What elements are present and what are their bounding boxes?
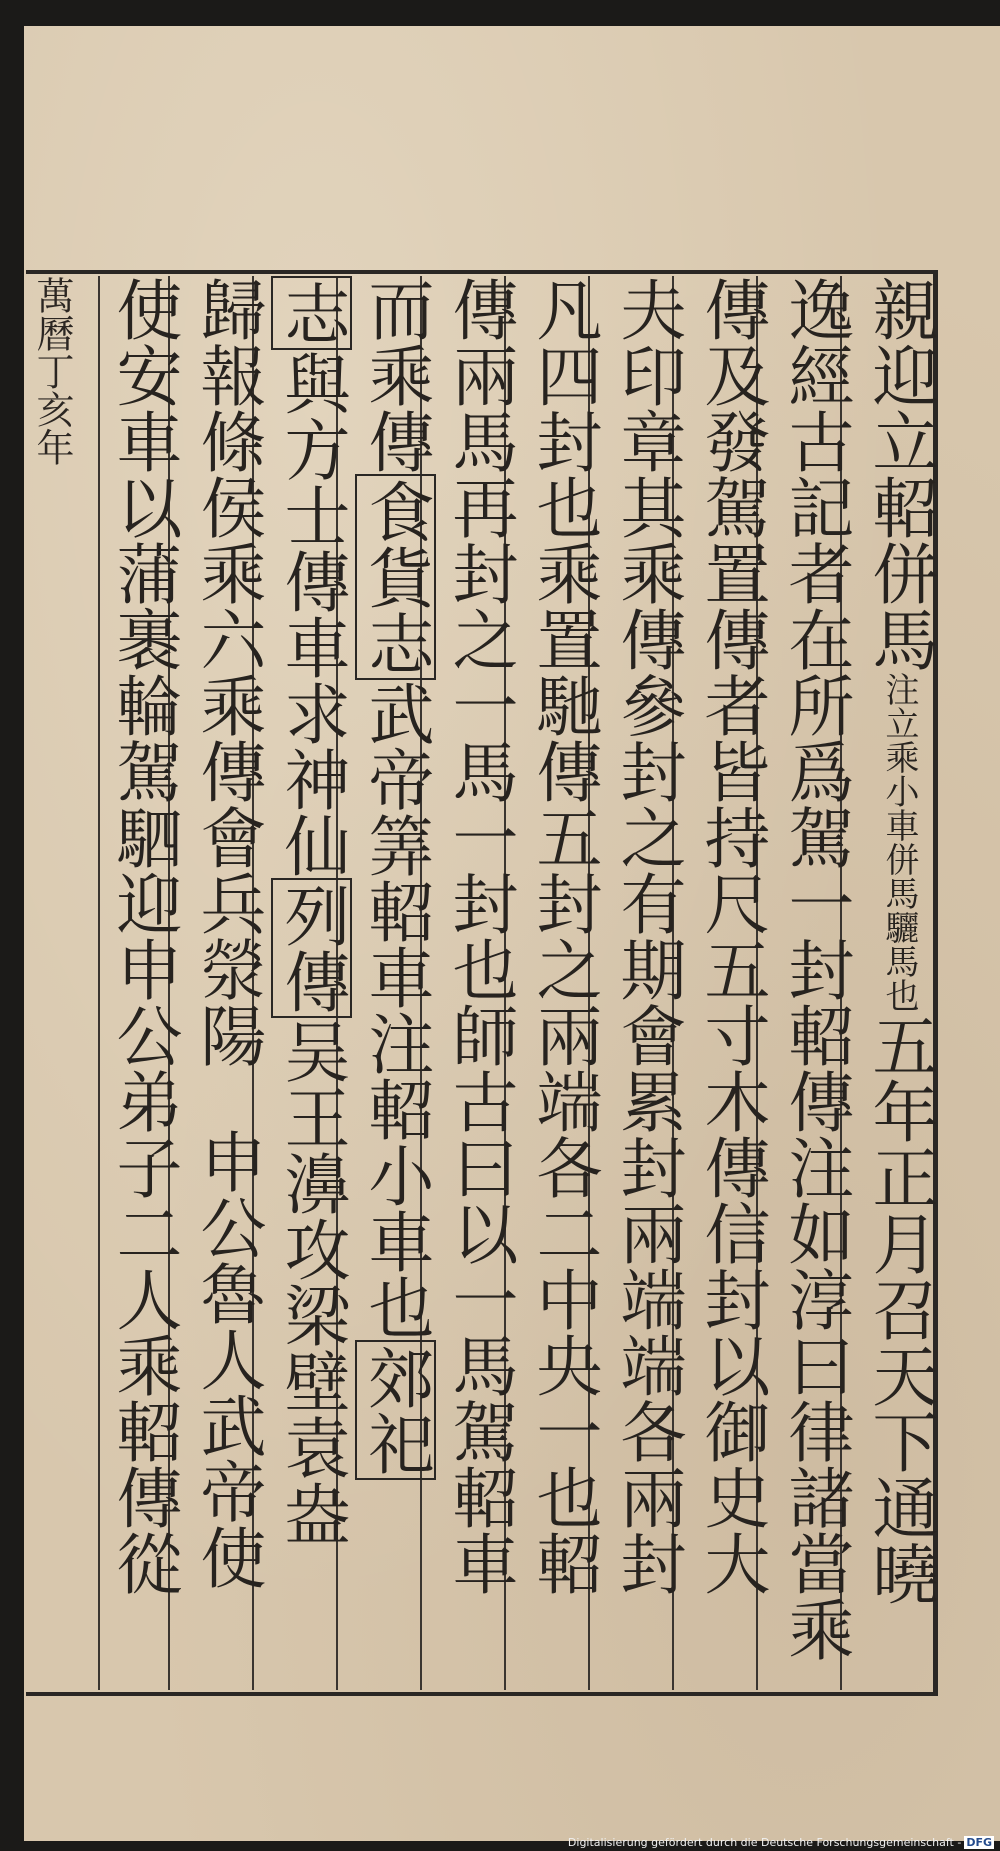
text-column-1: 親迎立軺併馬注立乘小車併馬驪馬也五年正月召天下通曉 (861, 276, 938, 1606)
text-column-3: 傳及發駕置傳者皆持尺五寸木傳信封以御史大 (693, 276, 770, 1596)
section-label-box: 志 (271, 276, 352, 350)
text-column-9: 歸報條侯乘六乘傳會兵滎陽申公魯人武帝使 (189, 276, 266, 1590)
margin-note: 萬曆丁亥年 (30, 276, 74, 466)
section-label-box: 食貨志 (355, 474, 436, 680)
text-column-6: 傳兩馬再封之一馬一封也師古曰以一馬駕軺車 (441, 276, 518, 1596)
text-column-8: 志與方士傳車求神仙列傳吴王濞攻梁壁袁盎 (258, 276, 350, 1690)
commentary-note: 注立乘小車併馬驪馬也 (879, 672, 919, 1012)
dfg-logo: DFG (966, 1836, 992, 1849)
digitization-credit: Digitalisierung gefördert durch die Deutsche Forschungsgemeinschaft - DFG (567, 1836, 992, 1849)
text-column-10: 使安車以蒲裹輪駕駟迎申公弟子二人乘軺傳從 (105, 276, 182, 1596)
text-column-4: 夫印章其乘傳參封之有期會累封兩端端各兩封 (609, 276, 686, 1596)
text-column-7: 而乘傳食貨志武帝筭軺車注軺小車也郊祀 (342, 276, 434, 1690)
section-label-box: 郊祀 (355, 1340, 436, 1480)
text-column-5: 凡四封也乘置馳傳五封之兩端各二中央一也軺 (525, 276, 602, 1596)
section-label-box: 列傳 (271, 878, 352, 1018)
text-column-2: 逸經古記者在所爲駕一封軺傳注如淳曰律諸當乘 (777, 276, 854, 1662)
